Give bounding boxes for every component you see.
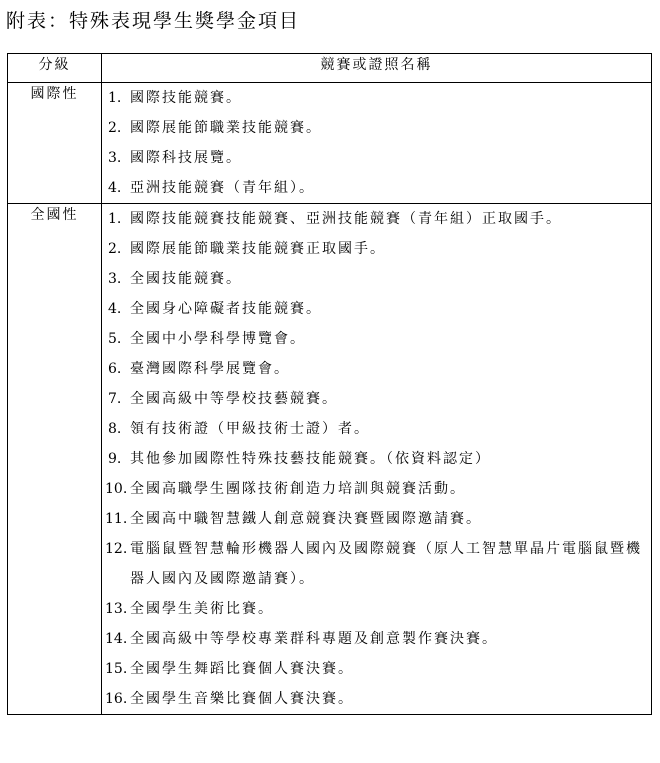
list-item <box>102 684 651 714</box>
item-number: 14. <box>105 631 128 647</box>
items-cell-international <box>102 83 652 204</box>
list-item <box>102 474 651 504</box>
group-row-national <box>8 204 652 715</box>
header-category: 分級 <box>8 54 102 83</box>
item-text: 國際展能節職業技能競賽。 <box>130 120 322 136</box>
list-item <box>102 113 651 143</box>
list-item <box>102 624 651 654</box>
scholarship-table <box>7 53 652 715</box>
item-number: 1. <box>108 90 122 106</box>
list-item <box>102 384 651 414</box>
item-number: 2. <box>108 241 122 257</box>
item-list-international <box>102 83 651 203</box>
item-number: 15. <box>105 661 128 677</box>
item-text: 國際技能競賽。 <box>130 90 242 106</box>
list-item <box>102 654 651 684</box>
item-list-national <box>102 204 651 714</box>
item-text: 其他參加國際性特殊技藝技能競賽。（依資料認定） <box>130 451 491 467</box>
document-title: 附表：特殊表現學生獎學金項目 <box>6 10 301 32</box>
item-text: 全國學生美術比賽。 <box>130 601 274 617</box>
list-item <box>102 204 651 234</box>
list-item <box>102 414 651 444</box>
category-national: 全國性 <box>8 204 102 715</box>
item-text: 國際科技展覽。 <box>130 150 242 166</box>
list-item <box>102 264 651 294</box>
list-item <box>102 83 651 113</box>
item-number: 7. <box>108 391 122 407</box>
list-item <box>102 173 651 203</box>
list-item <box>102 504 651 534</box>
item-text: 全國高級中等學校技藝競賽。 <box>130 391 338 407</box>
list-item <box>102 143 651 173</box>
item-text: 電腦鼠暨智慧輪形機器人國內及國際競賽（原人工智慧單晶片電腦鼠暨機器人國內及國際邀請賽）。 <box>130 541 642 587</box>
item-number: 10. <box>105 481 128 497</box>
item-text: 全國高級中等學校專業群科專題及創意製作賽決賽。 <box>130 631 498 647</box>
item-text: 全國學生音樂比賽個人賽決賽。 <box>130 691 354 707</box>
items-cell-national <box>102 204 652 715</box>
item-number: 3. <box>108 271 122 287</box>
item-number: 5. <box>108 331 122 347</box>
item-text: 全國學生舞蹈比賽個人賽決賽。 <box>130 661 354 677</box>
item-number: 3. <box>108 150 122 166</box>
item-text: 國際展能節職業技能競賽正取國手。 <box>130 241 386 257</box>
item-text: 全國高職學生團隊技術創造力培訓與競賽活動。 <box>130 481 466 497</box>
item-number: 2. <box>108 120 122 136</box>
item-text: 全國身心障礙者技能競賽。 <box>130 301 322 317</box>
item-text: 亞洲技能競賽（青年組）。 <box>130 180 315 196</box>
item-text: 全國中小學科學博覽會。 <box>130 331 306 347</box>
group-row-international <box>8 83 652 204</box>
list-item <box>102 354 651 384</box>
item-number: 4. <box>108 301 122 317</box>
list-item <box>102 234 651 264</box>
item-number: 6. <box>108 361 122 377</box>
list-item <box>102 294 651 324</box>
item-text: 領有技術證（甲級技術士證）者。 <box>130 421 370 437</box>
item-number: 13. <box>105 601 128 617</box>
list-item <box>102 534 651 594</box>
item-number: 9. <box>108 451 122 467</box>
header-competition-name: 競賽或證照名稱 <box>102 54 652 83</box>
item-text: 全國高中職智慧鐵人創意競賽決賽暨國際邀請賽。 <box>130 511 482 527</box>
list-item <box>102 324 651 354</box>
list-item <box>102 444 651 474</box>
item-text: 全國技能競賽。 <box>130 271 242 287</box>
item-number: 8. <box>108 421 122 437</box>
item-number: 12. <box>105 541 128 557</box>
item-number: 1. <box>108 211 122 227</box>
category-international: 國際性 <box>8 83 102 204</box>
item-text: 臺灣國際科學展覽會。 <box>130 361 290 377</box>
item-number: 4. <box>108 180 122 196</box>
item-text: 國際技能競賽技能競賽、亞洲技能競賽（青年組）正取國手。 <box>130 211 562 227</box>
table-header-row <box>8 54 652 83</box>
item-number: 16. <box>105 691 128 707</box>
item-number: 11. <box>105 511 128 527</box>
list-item <box>102 594 651 624</box>
